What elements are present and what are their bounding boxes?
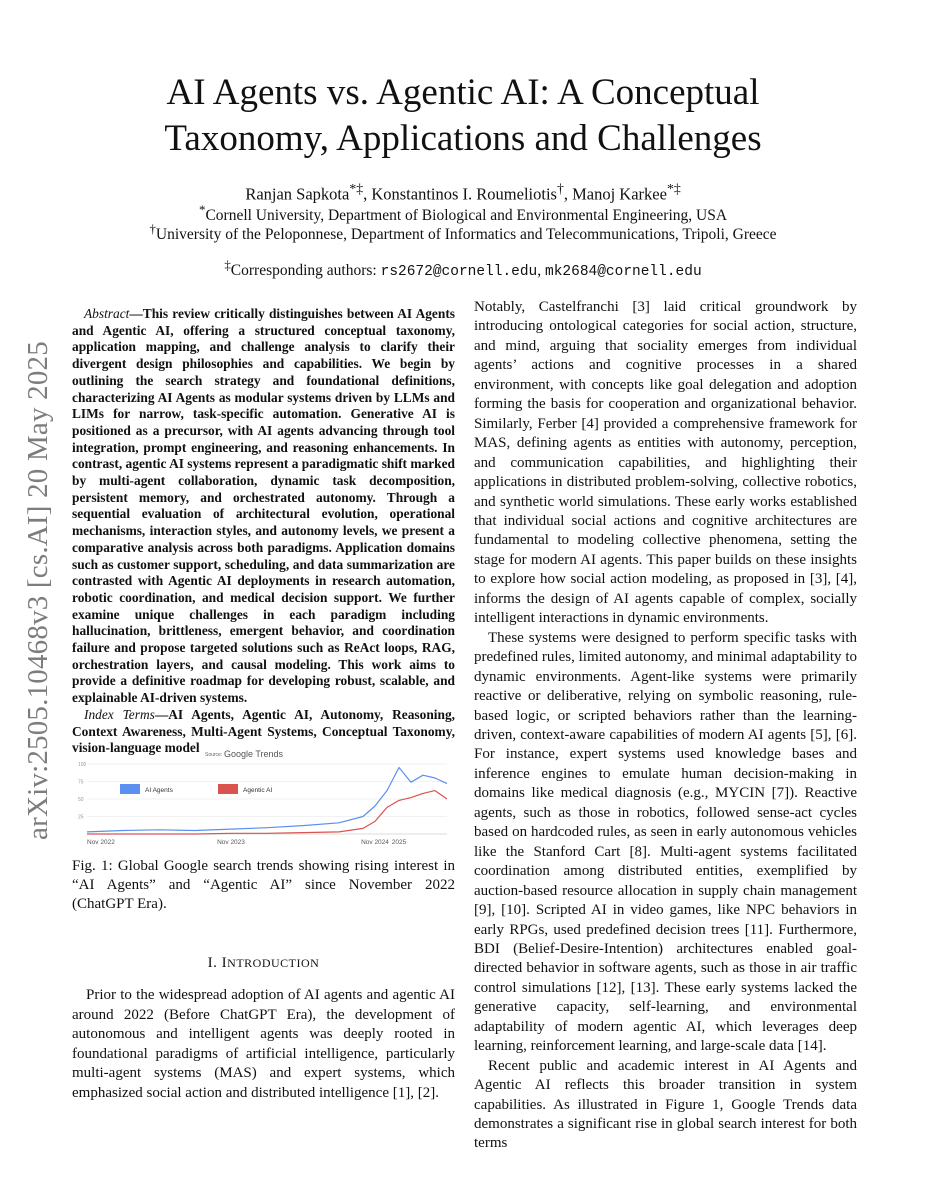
- y-tick-label: 100: [78, 762, 87, 768]
- corresponding-authors: [80, 257, 846, 280]
- y-tick-label: 75: [78, 779, 84, 786]
- x-tick-label: 2025: [391, 839, 407, 846]
- author-list: Ranjan Sapkota*‡, Konstantinos I. Roumeliotis†, Manoj Karkee*‡: [245, 181, 681, 204]
- email-separator: ,: [537, 262, 546, 280]
- abstract-text: —This review critically distinguishes between AI Agents and Agentic AI, offering a structured conceptual taxonomy, application mapping, and challenge analysis to clarify their divergent design philosophies and capabilities. We begin by outlining the search strategy and foundational definitions, characterizing AI Agents as modular systems driven by LLMs and LIMs for narrow, task-specific automation. Generative AI is positioned as a precursor, with AI agents advancing through tool integration, prompt engineering, and reasoning enhancements. In contrast, agentic AI systems represent a paradigmatic shift marked by multi-agent collaboration, dynamic task decomposition, persistent memory, and orchestrated autonomy. Through a sequential evaluation of architectural evolution, operational mechanisms, interaction styles, and autonomy levels, we present a comparative analysis across both paradigms. Application domains such as customer support, scheduling, and data summarization are contrasted with Agentic AI deployments in research automation, robotic coordination, and medical decision support. We further examine unique challenges in each paradigm including hallucination, brittleness, emergent behavior, and coordination failure and propose targeted solutions such as ReAct loops, RAG, orchestration layers, and causal modeling. This work aims to provide a definitive roadmap for developing robust, scalable, and explainable AI-driven systems.: [72, 306, 455, 706]
- affiliation-mark: †: [149, 221, 156, 236]
- affiliation-text: Cornell University, Department of Biological and Environmental Engineering, USA: [205, 207, 728, 225]
- author-name: Manoj Karkee: [572, 184, 667, 204]
- trends-chart-svg: [72, 742, 455, 852]
- corresponding-mark: ‡: [224, 257, 231, 272]
- x-tick-label: Nov 2023: [217, 839, 245, 846]
- section-number: I.: [207, 955, 222, 971]
- legend-swatch: [120, 784, 140, 794]
- paragraph: Recent public and academic interest in AI Agents and Agentic AI reflects this broader transition in system capabilities. As illustrated in Figure 1, Google Trends data demonstrates a significant rise in global search interest for both terms: [474, 1057, 857, 1152]
- paragraph: These systems were designed to perform specific tasks with predefined rules, limited autonomy, and minimal adaptability to dynamic environments. Agent-like systems were primarily reactive or deliberative, relying on symbolic reasoning, rule-based logic, or scripted behaviors rather than the learning-driven, context-aware capabilities of modern AI agents [5], [6]. For instance, expert systems used knowledge bases and inference engines to emulate human decision-making in domains like medical diagnosis (e.g., MYCIN [7]). Reactive agents, such as those in robotics, followed sense-act cycles based on hardcoded rules, as seen in early autonomous vehicles like the Stanford Cart [8]. Multi-agent systems facilitated coordination among distributed entities, exemplified by auction-based resource allocation in supply chain management [9], [10]. Scripted AI in video games, like NPC behaviors in early RPGs, used predefined decision trees [11]. Furthermore, BDI (Belief-Desire-Intention) architectures enabled goal-directed behavior in software agents, such as those in air traffic control simulations [12], [13]. These early systems lacked the generative capacity, self-learning, and environmental adaptability of modern agentic AI, which leverages deep learning, reinforcement learning, and large-scale data [14].: [474, 629, 857, 1055]
- author-mark: *‡: [666, 181, 681, 196]
- x-tick-label: Nov 2022: [87, 839, 115, 846]
- section-initial: I: [221, 955, 228, 971]
- title-line-2: Taxonomy, Applications and Challenges: [164, 118, 762, 159]
- affiliation-text: University of the Peloponnese, Department of Informatics and Telecommunications, Tripoli, Greece: [155, 226, 777, 244]
- abstract: [72, 306, 455, 707]
- index-terms-text: —AI Agents, Agentic AI, Autonomy, Reasoning, Context Awareness, Multi-Agent Systems, Conceptual Taxonomy, vision-language model: [72, 706, 455, 756]
- chart-legend: [120, 784, 272, 794]
- right-column: [474, 298, 857, 1154]
- paragraph: Notably, Castelfranchi [3] laid critical groundwork by introducing ontological categories for social action, structure, and mind, arguing that sociality emerges from individual agents’ actions and cognitive processes in a shared environment, with concepts like goal delegation and adoption forming the basis for cooperation and organizational behavior. Similarly, Ferber [4] provided a comprehensive framework for MAS, defining agents as entities with autonomy, perception, and communication capabilities, and highlighting their applications in distributed problem-solving, collective robotics, and synthetic world simulations. These early works established that individual social actions and cognitive architectures are fundamental to modeling collective phenomena, setting the stage for modern AI agents. This paper builds on these insights to explore how social action modeling, as proposed in [3], [4], informs the design of AI agents capable of complex, socially intelligent interactions in dynamic environments.: [474, 299, 857, 627]
- title-line-1: AI Agents vs. Agentic AI: A Conceptual: [166, 72, 760, 113]
- figure-caption: Fig. 1: Global Google search trends showing rising interest in “AI Agents” and “Agentic AI” since November 2022 (ChatGPT Era).: [72, 858, 455, 912]
- chart-source-label: Source:: [205, 752, 223, 758]
- intro-paragraph: Prior to the widespread adoption of AI agents and agentic AI around 2022 (Before ChatGPT Era), the development of autonomous and intelligent agents was deeply rooted in foundational paradigms of artificial intelligence, particularly multi-agent systems (MAS) and expert systems, which emphasized social action and distributed intelligence [1], [2].: [72, 987, 455, 1101]
- legend-label: Agentic AI: [243, 787, 273, 794]
- arxiv-watermark: [18, 320, 58, 860]
- chart-series-lines: [87, 768, 447, 835]
- legend-swatch: [218, 784, 238, 794]
- chart-gridlines: [87, 764, 447, 834]
- affiliation-2: [80, 219, 846, 245]
- corresponding-label: Corresponding authors:: [230, 262, 381, 280]
- email-link[interactable]: mk2684@cornell.edu: [545, 264, 702, 281]
- arxiv-identifier: arXiv:2505.10468v3 [cs.AI] 20 May 2025: [21, 340, 54, 840]
- paper-title: [80, 70, 846, 162]
- figure-1-trends-chart: [72, 742, 455, 852]
- affiliation-mark: *: [198, 202, 206, 217]
- author-name: Ranjan Sapkota: [245, 184, 350, 204]
- x-tick-label: Nov 2024: [361, 839, 389, 846]
- y-tick-label: 50: [78, 797, 84, 803]
- section-heading: [72, 955, 455, 972]
- author-name: Konstantinos I. Roumeliotis: [371, 184, 557, 204]
- abstract-lead: Abstract: [84, 306, 130, 321]
- legend-label: AI Agents: [145, 787, 173, 794]
- section-rest: NTRODUCTION: [227, 956, 320, 970]
- chart-source-name: Google Trends: [224, 749, 284, 759]
- email-link[interactable]: rs2672@cornell.edu: [380, 264, 538, 281]
- index-terms-lead: Index Terms: [84, 706, 155, 722]
- series-line-ai-agents: [87, 768, 447, 832]
- left-column: [72, 306, 455, 757]
- y-tick-label: 25: [78, 814, 84, 821]
- author-mark: †: [556, 181, 564, 196]
- author-mark: *‡: [349, 181, 364, 196]
